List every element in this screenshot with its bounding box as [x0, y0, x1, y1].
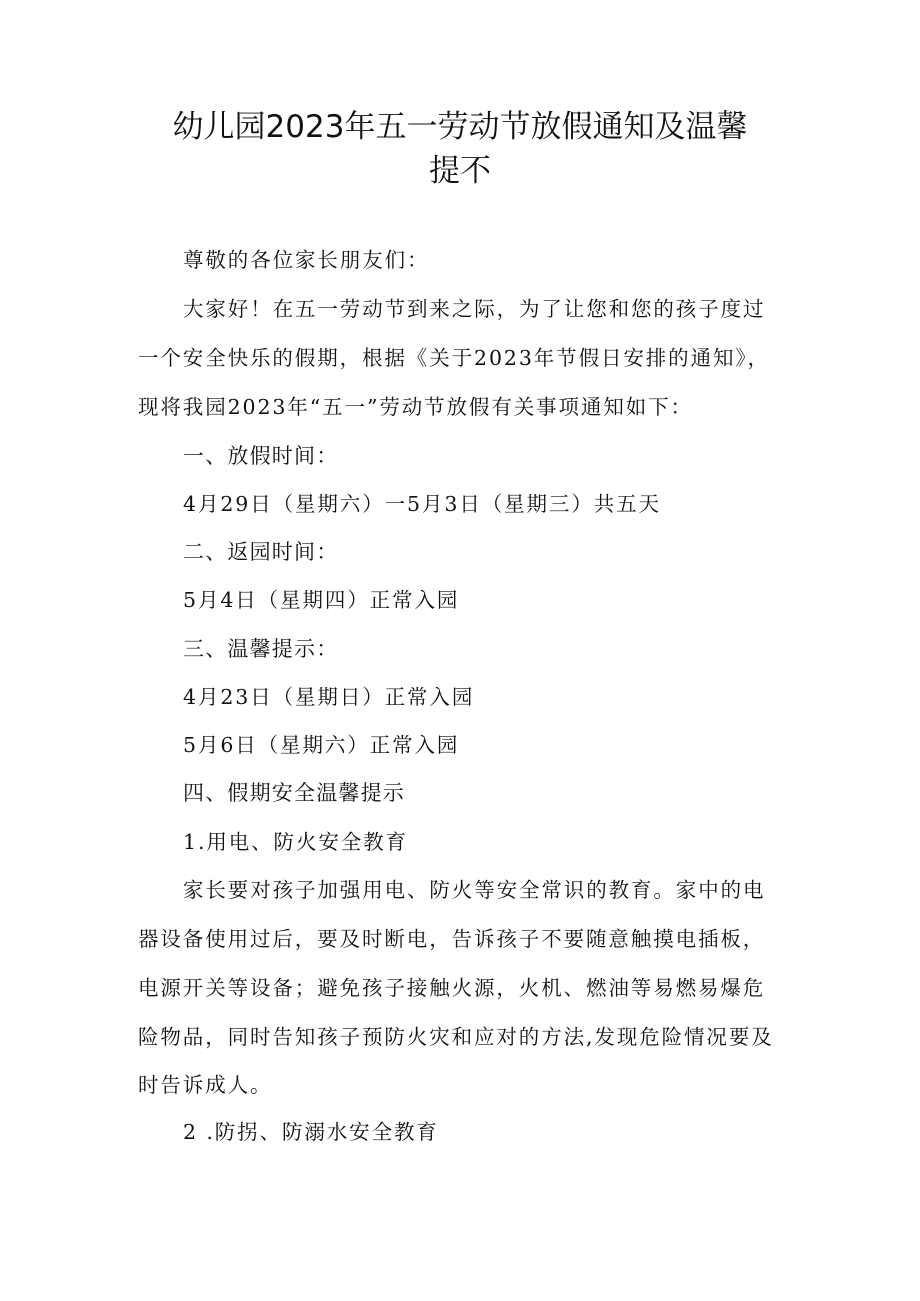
reminder-item-1: 4月23日（星期日）正常入园 — [183, 685, 475, 709]
intro-line-1: 大家好！在五一劳动节到来之际，为了让您和您的孩子度过 — [183, 297, 766, 321]
document-title-line-1: 幼儿园2023年五一劳动节放假通知及温馨 — [172, 109, 748, 145]
intro-line-2: 一个安全快乐的假期，根据《关于2023年节假日安排的通知》， — [138, 346, 770, 370]
section-heading-safety-tips: 四、假期安全温馨提示 — [183, 781, 405, 805]
section-heading-return-time: 二、返园时间： — [183, 540, 339, 564]
safety-paragraph-line-2: 器设备使用过后，要及时断电，告诉孩子不要随意触摸电插板， — [138, 927, 766, 951]
subheading-electric-fire-safety: 1.用电、防火安全教育 — [183, 830, 408, 854]
safety-paragraph-line-3: 电源开关等设备；避免孩子接触火源，火机、燃油等易燃易爆危 — [138, 976, 766, 1000]
return-time-text: 5月4日（星期四）正常入园 — [183, 588, 460, 612]
holiday-time-text: 4月29日（星期六）一5月3日（星期三）共五天 — [183, 492, 661, 516]
reminder-item-2: 5月6日（星期六）正常入园 — [183, 733, 460, 757]
subheading-anti-abduction-drowning: 2 .防拐、防溺水安全教育 — [183, 1120, 439, 1144]
document-title-line-2: 提不 — [429, 153, 491, 189]
greeting: 尊敬的各位家长朋友们： — [183, 248, 430, 272]
intro-line-3: 现将我园2023年“五一”劳动节放假有关事项通知如下： — [138, 395, 693, 419]
safety-paragraph-line-4: 险物品，同时告知孩子预防火灾和应对的方法,发现危险情况要及 — [138, 1025, 774, 1049]
safety-paragraph-line-5: 时告诉成人。 — [138, 1073, 273, 1097]
section-heading-holiday-time: 一、放假时间： — [183, 444, 339, 468]
safety-paragraph-line-1: 家长要对孩子加强用电、防火等安全常识的教育。家中的电 — [183, 878, 766, 902]
section-heading-reminder: 三、温馨提示： — [183, 637, 339, 661]
